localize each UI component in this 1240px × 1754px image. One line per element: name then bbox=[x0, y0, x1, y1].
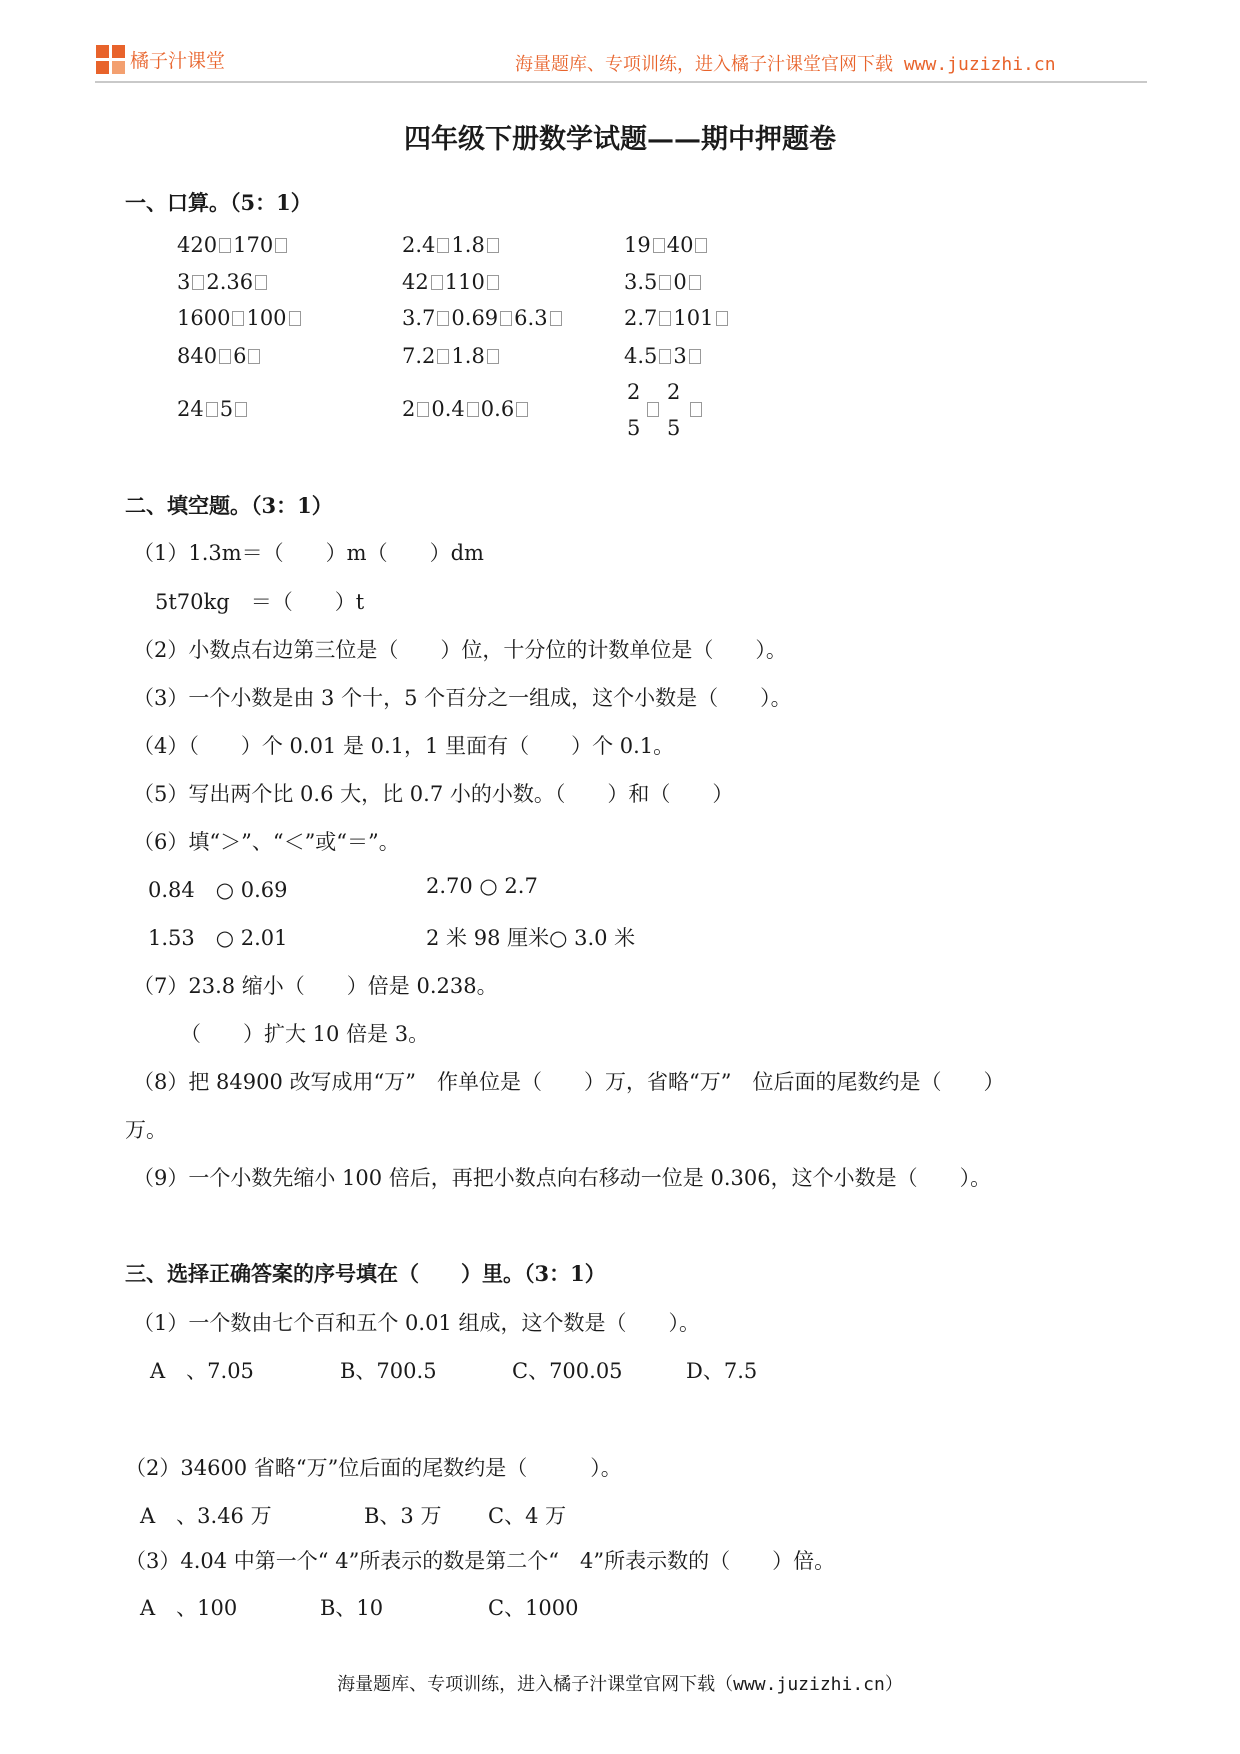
calc-item: 1600 100 bbox=[177, 306, 303, 330]
compare-item: 0.84 ○ 0.69 bbox=[148, 878, 288, 902]
choice-question-3: （3）4.04 中第一个“ 4”所表示的数是第二个“ 4”所表示数的（ ）倍。 bbox=[125, 1549, 836, 1573]
brand-name: 橘子汁课堂 bbox=[130, 50, 226, 72]
compare-item: 2 米 98 厘米○ 3.0 米 bbox=[426, 926, 636, 950]
option-a: A 、100 bbox=[140, 1596, 238, 1620]
fraction-numerator: 2 bbox=[667, 380, 681, 404]
calc-item: 42 110 bbox=[402, 270, 501, 294]
question-5: （5）写出两个比 0.6 大，比 0.7 小的小数。（ ）和（ ） bbox=[133, 782, 734, 806]
calc-item: 3 2.36 bbox=[177, 270, 269, 294]
option-b: B、10 bbox=[320, 1596, 384, 1620]
fraction-numerator: 2 bbox=[627, 380, 641, 404]
compare-item: 2.70 ○ 2.7 bbox=[426, 874, 538, 898]
calc-item: 3.5 0 bbox=[624, 270, 703, 294]
section3-heading: 三、选择正确答案的序号填在（ ）里。（3：1） bbox=[125, 1261, 606, 1286]
option-b: B、700.5 bbox=[340, 1359, 437, 1383]
question-2: （2）小数点右边第三位是（ ）位，十分位的计数单位是（ ）。 bbox=[133, 638, 787, 662]
question-1a: （1）1.3m＝（ ）m（ ）dm bbox=[133, 541, 484, 565]
question-3: （3）一个小数是由 3 个十，5 个百分之一组成，这个小数是（ ）。 bbox=[133, 686, 792, 710]
section2-heading: 二、填空题。（3：1） bbox=[125, 493, 333, 518]
brand-logo-icon bbox=[96, 45, 126, 75]
calc-item: 19 40 bbox=[624, 233, 709, 257]
calc-item: 24 5 bbox=[177, 397, 249, 421]
question-6: （6）填“＞”、“＜”或“＝”。 bbox=[133, 830, 400, 854]
option-c: C、700.05 bbox=[512, 1359, 623, 1383]
compare-item: 1.53 ○ 2.01 bbox=[148, 926, 288, 950]
option-a: A 、3.46 万 bbox=[140, 1504, 272, 1528]
page-footer: 海量题库、专项训练，进入橘子汁课堂官网下载（www.juzizhi.cn） bbox=[337, 1674, 903, 1695]
calc-item: 420 170 bbox=[177, 233, 289, 257]
question-8a: （8）把 84900 改写成用“万” 作单位是（ ）万，省略“万” 位后面的尾数约是（ ） bbox=[133, 1070, 1005, 1094]
calc-item: 2.4 1.8 bbox=[402, 233, 501, 257]
choice-question-1: （1）一个数由七个百和五个 0.01 组成，这个数是（ ）。 bbox=[133, 1311, 700, 1335]
operator-box bbox=[645, 397, 661, 421]
header-slogan: 海量题库、专项训练，进入橘子汁课堂官网下载 www.juzizhi.cn bbox=[515, 54, 1056, 75]
question-9: （9）一个小数先缩小 100 倍后，再把小数点向右移动一位是 0.306，这个小数是（ ）。 bbox=[133, 1166, 992, 1190]
header-divider bbox=[95, 81, 1147, 83]
question-7a: （7）23.8 缩小（ ）倍是 0.238。 bbox=[133, 974, 498, 998]
calc-item: 2.7 101 bbox=[624, 306, 730, 330]
option-b: B、3 万 bbox=[364, 1504, 442, 1528]
question-4: （4）（ ）个 0.01 是 0.1，1 里面有（ ）个 0.1。 bbox=[133, 734, 675, 758]
question-8b: 万。 bbox=[125, 1118, 167, 1142]
page-title: 四年级下册数学试题——期中押题卷 bbox=[404, 124, 836, 155]
calc-item: 4.5 3 bbox=[624, 344, 703, 368]
calc-item: 2 0.4 0.6 bbox=[402, 397, 530, 421]
fraction-denominator: 5 bbox=[627, 416, 641, 440]
calc-item: 3.7 0.69 6.3 bbox=[402, 306, 564, 330]
option-a: A 、7.05 bbox=[150, 1359, 254, 1383]
option-c: C、4 万 bbox=[488, 1504, 567, 1528]
calc-item: 7.2 1.8 bbox=[402, 344, 501, 368]
section1-heading: 一、口算。（5：1） bbox=[125, 190, 312, 215]
fraction-denominator: 5 bbox=[667, 416, 681, 440]
option-c: C、1000 bbox=[488, 1596, 579, 1620]
option-d: D、7.5 bbox=[686, 1359, 758, 1383]
answer-box bbox=[688, 397, 704, 421]
question-7b: （ ）扩大 10 倍是 3。 bbox=[180, 1022, 430, 1046]
calc-item: 840 6 bbox=[177, 344, 262, 368]
question-1b: 5t70kg ＝（ ）t bbox=[155, 590, 365, 614]
choice-question-2: （2）34600 省略“万”位后面的尾数约是（ ）。 bbox=[125, 1456, 622, 1480]
